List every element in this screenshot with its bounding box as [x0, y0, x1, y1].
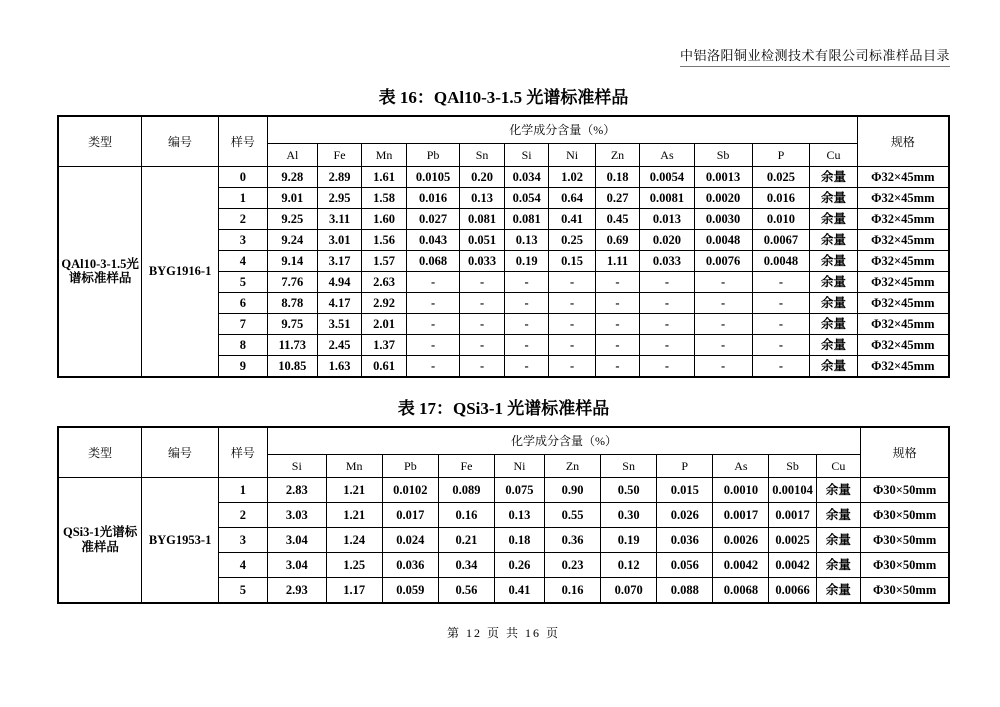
sample-number-cell: 9 [218, 356, 267, 377]
value-cell: 3.04 [267, 528, 326, 553]
value-cell: - [460, 356, 505, 377]
sample-number-cell: 8 [218, 335, 267, 356]
value-cell: 0.27 [595, 188, 640, 209]
value-cell: - [549, 314, 595, 335]
value-cell: - [549, 272, 595, 293]
col-header-pb: Pb [382, 455, 438, 478]
col-header-cu: Cu [816, 455, 861, 478]
spec-cell: Φ30×50mm [861, 578, 949, 603]
value-cell: 10.85 [267, 356, 317, 377]
value-cell: 0.23 [544, 553, 600, 578]
value-cell: 1.58 [362, 188, 407, 209]
value-cell: 0.13 [495, 503, 545, 528]
value-cell: 1.21 [326, 478, 382, 503]
sample-number-cell: 4 [218, 553, 267, 578]
spec-cell: Φ32×45mm [857, 209, 949, 230]
code-cell: BYG1916-1 [142, 167, 219, 377]
value-cell: 1.17 [326, 578, 382, 603]
value-cell: 余量 [810, 314, 857, 335]
value-cell: 余量 [810, 293, 857, 314]
value-cell: - [595, 272, 640, 293]
value-cell: 0.0025 [769, 528, 816, 553]
value-cell: 1.57 [362, 251, 407, 272]
col-header-as: As [640, 144, 694, 167]
value-cell: 余量 [810, 167, 857, 188]
value-cell: 8.78 [267, 293, 317, 314]
col-header-mn: Mn [326, 455, 382, 478]
value-cell: - [694, 356, 752, 377]
value-cell: 0.0026 [713, 528, 769, 553]
value-cell: 0.0020 [694, 188, 752, 209]
value-cell: 2.45 [317, 335, 362, 356]
value-cell: 0.0042 [713, 553, 769, 578]
value-cell: 0.043 [406, 230, 459, 251]
value-cell: 余量 [810, 230, 857, 251]
value-cell: 9.24 [267, 230, 317, 251]
col-header-cu: Cu [810, 144, 857, 167]
value-cell: - [752, 314, 810, 335]
value-cell: 1.02 [549, 167, 595, 188]
sample-number-cell: 4 [218, 251, 267, 272]
value-cell: 0.34 [438, 553, 494, 578]
value-cell: 2.01 [362, 314, 407, 335]
value-cell: - [595, 335, 640, 356]
table17-title: 表 17：QSi3-1 光谱标准样品 [397, 398, 610, 418]
value-cell: 0.0048 [752, 251, 810, 272]
col-header-al: Al [267, 144, 317, 167]
col-header-si: Si [504, 144, 549, 167]
value-cell: 0.0067 [752, 230, 810, 251]
value-cell: 11.73 [267, 335, 317, 356]
col-header-code: 编号 [142, 427, 219, 478]
value-cell: 0.081 [460, 209, 505, 230]
value-cell: 0.0042 [769, 553, 816, 578]
spec-cell: Φ32×45mm [857, 356, 949, 377]
value-cell: 0.033 [460, 251, 505, 272]
value-cell: - [406, 356, 459, 377]
code-cell: BYG1953-1 [142, 478, 219, 603]
sample-number-cell: 7 [218, 314, 267, 335]
value-cell: 1.25 [326, 553, 382, 578]
value-cell: 3.04 [267, 553, 326, 578]
document-page [57, 0, 950, 641]
col-header-sb: Sb [769, 455, 816, 478]
table-row [58, 478, 949, 503]
value-cell: - [752, 356, 810, 377]
value-cell: 0.0013 [694, 167, 752, 188]
value-cell: 0.13 [460, 188, 505, 209]
col-header-sn: Sn [460, 144, 505, 167]
col-header-pb: Pb [406, 144, 459, 167]
sample-number-cell: 1 [218, 478, 267, 503]
value-cell: 0.15 [549, 251, 595, 272]
value-cell: 2.95 [317, 188, 362, 209]
value-cell: 0.0010 [713, 478, 769, 503]
value-cell: 余量 [810, 272, 857, 293]
value-cell: 3.11 [317, 209, 362, 230]
value-cell: 0.0017 [769, 503, 816, 528]
type-cell: QSi3-1光谱标准样品 [58, 478, 142, 603]
value-cell: - [504, 335, 549, 356]
value-cell: 9.28 [267, 167, 317, 188]
value-cell: 0.089 [438, 478, 494, 503]
value-cell: 0.19 [504, 251, 549, 272]
value-cell: 0.010 [752, 209, 810, 230]
sample-number-cell: 3 [218, 230, 267, 251]
value-cell: - [694, 335, 752, 356]
value-cell: 1.60 [362, 209, 407, 230]
value-cell: 0.070 [601, 578, 657, 603]
value-cell: 0.00104 [769, 478, 816, 503]
value-cell: 0.69 [595, 230, 640, 251]
value-cell: - [549, 356, 595, 377]
value-cell: - [640, 314, 694, 335]
table16-title: 表 16：QAl10-3-1.5 光谱标准样品 [378, 87, 629, 107]
value-cell: - [504, 356, 549, 377]
value-cell: 余量 [816, 578, 861, 603]
col-header-si: Si [267, 455, 326, 478]
value-cell: 0.088 [657, 578, 713, 603]
col-header-sample: 样号 [218, 427, 267, 478]
value-cell: 余量 [810, 356, 857, 377]
value-cell: 余量 [816, 503, 861, 528]
spec-cell: Φ32×45mm [857, 251, 949, 272]
col-header-mn: Mn [362, 144, 407, 167]
table16-header-row1 [58, 116, 949, 144]
value-cell: 0.0076 [694, 251, 752, 272]
value-cell: 0.034 [504, 167, 549, 188]
value-cell: 余量 [810, 209, 857, 230]
col-header-p: P [752, 144, 810, 167]
col-header-fe: Fe [317, 144, 362, 167]
value-cell: 0.0066 [769, 578, 816, 603]
value-cell: 0.033 [640, 251, 694, 272]
sample-number-cell: 5 [218, 272, 267, 293]
value-cell: - [752, 272, 810, 293]
value-cell: - [504, 272, 549, 293]
value-cell: - [640, 293, 694, 314]
sample-number-cell: 6 [218, 293, 267, 314]
type-cell: QAl10-3-1.5光谱标准样品 [58, 167, 142, 377]
value-cell: - [640, 335, 694, 356]
value-cell: 0.056 [657, 553, 713, 578]
value-cell: 1.24 [326, 528, 382, 553]
value-cell: 0.25 [549, 230, 595, 251]
value-cell: 9.25 [267, 209, 317, 230]
value-cell: 0.0105 [406, 167, 459, 188]
value-cell: - [406, 272, 459, 293]
value-cell: - [460, 272, 505, 293]
value-cell: - [504, 293, 549, 314]
table-row [58, 167, 949, 188]
value-cell: - [752, 293, 810, 314]
spec-cell: Φ32×45mm [857, 230, 949, 251]
value-cell: 0.075 [495, 478, 545, 503]
value-cell: 2.63 [362, 272, 407, 293]
spec-cell: Φ30×50mm [861, 503, 949, 528]
page-footer: 第 12 页 共 16 页 [446, 625, 560, 640]
spec-cell: Φ30×50mm [861, 553, 949, 578]
table17-header-row1 [58, 427, 949, 455]
value-cell: 0.55 [544, 503, 600, 528]
document-header [57, 0, 950, 67]
value-cell: 余量 [816, 528, 861, 553]
col-header-sn: Sn [601, 455, 657, 478]
sample-number-cell: 1 [218, 188, 267, 209]
value-cell: 0.41 [549, 209, 595, 230]
col-header-spec: 规格 [857, 116, 949, 167]
value-cell: 0.0017 [713, 503, 769, 528]
value-cell: 0.059 [382, 578, 438, 603]
value-cell: 0.19 [601, 528, 657, 553]
value-cell: 2.92 [362, 293, 407, 314]
value-cell: - [460, 335, 505, 356]
value-cell: 1.63 [317, 356, 362, 377]
value-cell: 0.0081 [640, 188, 694, 209]
value-cell: 0.45 [595, 209, 640, 230]
value-cell: 0.41 [495, 578, 545, 603]
value-cell: 1.21 [326, 503, 382, 528]
value-cell: 0.017 [382, 503, 438, 528]
value-cell: 0.50 [601, 478, 657, 503]
value-cell: 0.0068 [713, 578, 769, 603]
value-cell: 0.90 [544, 478, 600, 503]
sample-number-cell: 2 [218, 503, 267, 528]
col-header-ni: Ni [495, 455, 545, 478]
spec-cell: Φ32×45mm [857, 314, 949, 335]
value-cell: 9.01 [267, 188, 317, 209]
col-header-composition: 化学成分含量（%） [267, 116, 857, 144]
value-cell: 0.020 [640, 230, 694, 251]
value-cell: 0.016 [752, 188, 810, 209]
value-cell: 0.30 [601, 503, 657, 528]
value-cell: - [595, 314, 640, 335]
spec-cell: Φ32×45mm [857, 188, 949, 209]
spec-cell: Φ32×45mm [857, 167, 949, 188]
value-cell: - [406, 314, 459, 335]
sample-number-cell: 3 [218, 528, 267, 553]
spec-cell: Φ32×45mm [857, 335, 949, 356]
value-cell: 2.93 [267, 578, 326, 603]
value-cell: - [406, 335, 459, 356]
value-cell: 余量 [810, 251, 857, 272]
value-cell: 0.036 [657, 528, 713, 553]
value-cell: 9.75 [267, 314, 317, 335]
col-header-type: 类型 [58, 427, 142, 478]
spec-cell: Φ30×50mm [861, 478, 949, 503]
value-cell: 0.068 [406, 251, 459, 272]
value-cell: - [504, 314, 549, 335]
value-cell: 0.18 [495, 528, 545, 553]
value-cell: 0.18 [595, 167, 640, 188]
value-cell: - [694, 272, 752, 293]
col-header-type: 类型 [58, 116, 142, 167]
value-cell: 0.026 [657, 503, 713, 528]
value-cell: 1.61 [362, 167, 407, 188]
sample-number-cell: 2 [218, 209, 267, 230]
spec-cell: Φ30×50mm [861, 528, 949, 553]
value-cell: 3.01 [317, 230, 362, 251]
col-header-zn: Zn [544, 455, 600, 478]
sample-number-cell: 0 [218, 167, 267, 188]
value-cell: - [460, 293, 505, 314]
value-cell: - [595, 356, 640, 377]
value-cell: 1.56 [362, 230, 407, 251]
col-header-sb: Sb [694, 144, 752, 167]
value-cell: 0.64 [549, 188, 595, 209]
col-header-as: As [713, 455, 769, 478]
header-title: 中铝洛阳铜业检测技术有限公司标准样品目录 [680, 48, 950, 67]
value-cell: 0.081 [504, 209, 549, 230]
value-cell: 余量 [816, 478, 861, 503]
value-cell: 0.36 [544, 528, 600, 553]
value-cell: 0.61 [362, 356, 407, 377]
value-cell: - [640, 356, 694, 377]
value-cell: 0.20 [460, 167, 505, 188]
value-cell: 0.16 [438, 503, 494, 528]
col-header-ni: Ni [549, 144, 595, 167]
value-cell: 0.054 [504, 188, 549, 209]
value-cell: - [640, 272, 694, 293]
value-cell: 0.027 [406, 209, 459, 230]
col-header-spec: 规格 [861, 427, 949, 478]
col-header-zn: Zn [595, 144, 640, 167]
value-cell: - [752, 335, 810, 356]
value-cell: 4.94 [317, 272, 362, 293]
value-cell: 0.21 [438, 528, 494, 553]
value-cell: 0.0054 [640, 167, 694, 188]
value-cell: 0.013 [640, 209, 694, 230]
value-cell: 0.0030 [694, 209, 752, 230]
value-cell: 0.16 [544, 578, 600, 603]
value-cell: 0.016 [406, 188, 459, 209]
value-cell: 1.11 [595, 251, 640, 272]
value-cell: 余量 [810, 188, 857, 209]
table16 [57, 115, 950, 378]
value-cell: 0.015 [657, 478, 713, 503]
value-cell: 3.17 [317, 251, 362, 272]
value-cell: 0.036 [382, 553, 438, 578]
value-cell: 余量 [816, 553, 861, 578]
col-header-composition: 化学成分含量（%） [267, 427, 860, 455]
spec-cell: Φ32×45mm [857, 293, 949, 314]
value-cell: - [460, 314, 505, 335]
value-cell: 0.13 [504, 230, 549, 251]
value-cell: 2.83 [267, 478, 326, 503]
col-header-code: 编号 [142, 116, 219, 167]
value-cell: 余量 [810, 335, 857, 356]
value-cell: - [694, 314, 752, 335]
value-cell: 0.024 [382, 528, 438, 553]
value-cell: 1.37 [362, 335, 407, 356]
value-cell: - [549, 293, 595, 314]
value-cell: 7.76 [267, 272, 317, 293]
value-cell: 0.26 [495, 553, 545, 578]
value-cell: - [406, 293, 459, 314]
value-cell: 0.0048 [694, 230, 752, 251]
value-cell: 2.89 [317, 167, 362, 188]
col-header-fe: Fe [438, 455, 494, 478]
value-cell: 9.14 [267, 251, 317, 272]
value-cell: 0.56 [438, 578, 494, 603]
value-cell: 3.51 [317, 314, 362, 335]
col-header-p: P [657, 455, 713, 478]
value-cell: 0.051 [460, 230, 505, 251]
value-cell: - [595, 293, 640, 314]
table17 [57, 426, 950, 604]
value-cell: 3.03 [267, 503, 326, 528]
spec-cell: Φ32×45mm [857, 272, 949, 293]
value-cell: - [549, 335, 595, 356]
col-header-sample: 样号 [218, 116, 267, 167]
value-cell: 4.17 [317, 293, 362, 314]
value-cell: 0.0102 [382, 478, 438, 503]
sample-number-cell: 5 [218, 578, 267, 603]
value-cell: 0.025 [752, 167, 810, 188]
value-cell: - [694, 293, 752, 314]
value-cell: 0.12 [601, 553, 657, 578]
